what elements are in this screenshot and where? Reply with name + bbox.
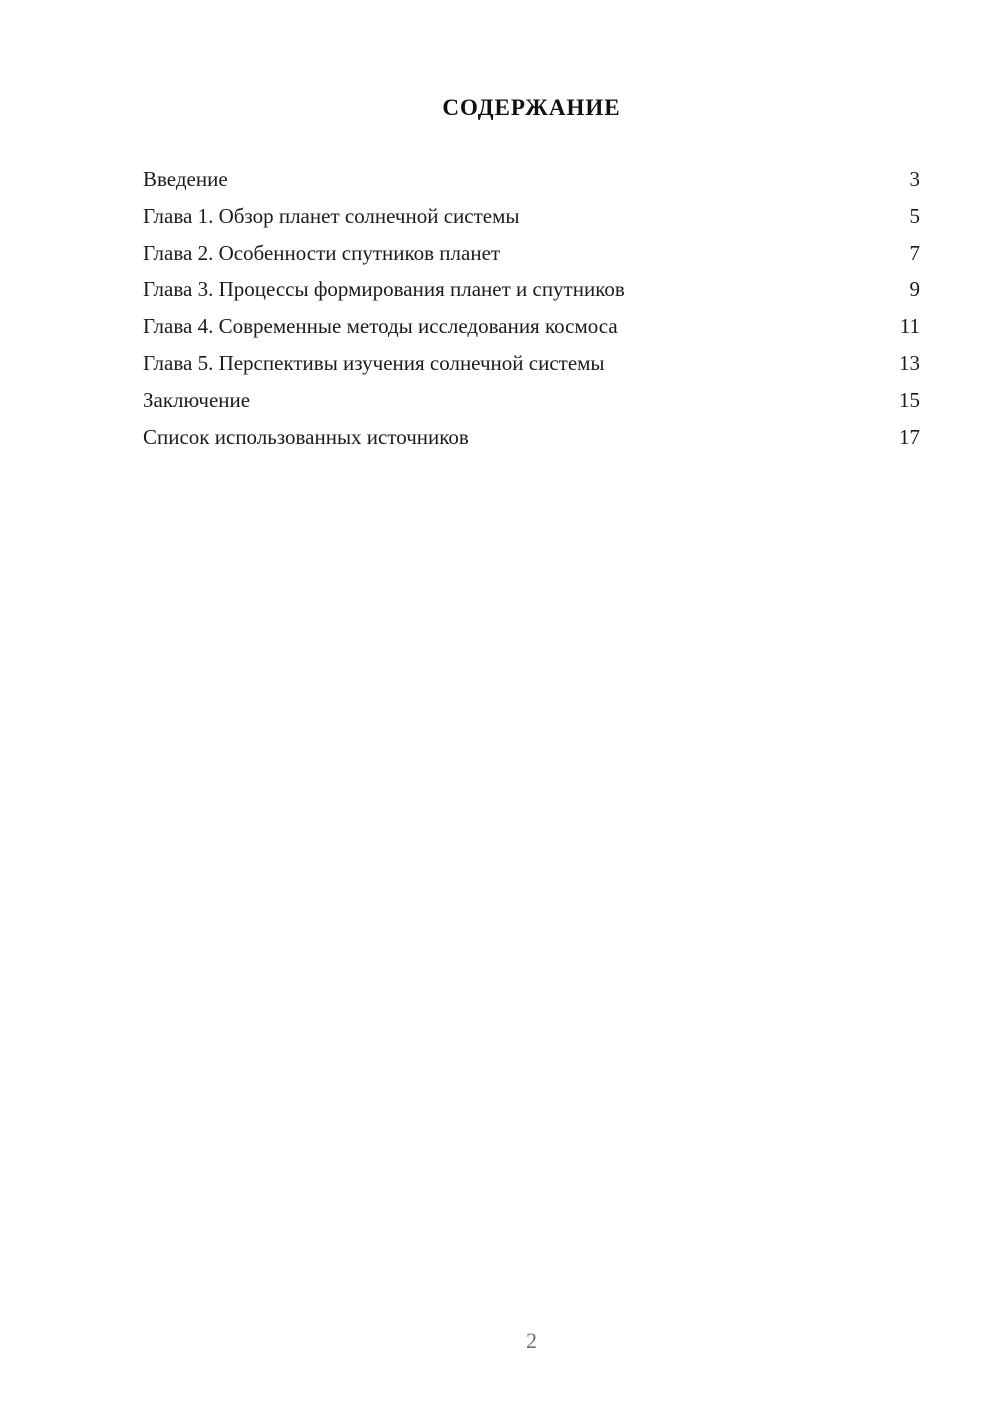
toc-entry-page-number: 17 [899, 424, 920, 449]
toc-entry-page-number: 9 [909, 277, 920, 302]
toc-row [143, 161, 920, 198]
toc-entry-page-number: 11 [899, 314, 920, 339]
toc-entry-label: Глава 3. Процессы формирования планет и спутников [143, 277, 625, 302]
toc-entry-label: Глава 2. Особенности спутников планет [143, 240, 501, 265]
toc-entry-label: Глава 1. Обзор планет солнечной системы [143, 203, 520, 228]
toc-row [143, 382, 920, 419]
toc-entry-label: Глава 5. Перспективы изучения солнечной системы [143, 350, 605, 375]
toc-row [143, 419, 920, 456]
toc-entry-page-number: 5 [909, 203, 920, 228]
toc-entry-label: Список использованных источников [143, 424, 469, 449]
toc-entry-label: Заключение [143, 387, 251, 412]
toc-row [143, 308, 920, 345]
toc-entry-page-number: 3 [909, 167, 920, 191]
toc-entry-page-number: 13 [899, 350, 920, 375]
toc-entry-label: Введение [143, 167, 228, 191]
toc-row [143, 271, 920, 308]
toc-row [143, 345, 920, 382]
toc-row [143, 235, 920, 272]
toc-entry-page-number: 15 [899, 387, 920, 412]
table-of-contents [143, 161, 920, 455]
page-title: СОДЕРЖАНИЕ [442, 95, 621, 120]
footer-page-number: 2 [526, 1328, 537, 1353]
toc-entry-label: Глава 4. Современные методы исследования космоса [143, 314, 618, 339]
page-content [143, 0, 920, 455]
toc-entry-page-number: 7 [909, 240, 920, 265]
toc-row [143, 198, 920, 235]
